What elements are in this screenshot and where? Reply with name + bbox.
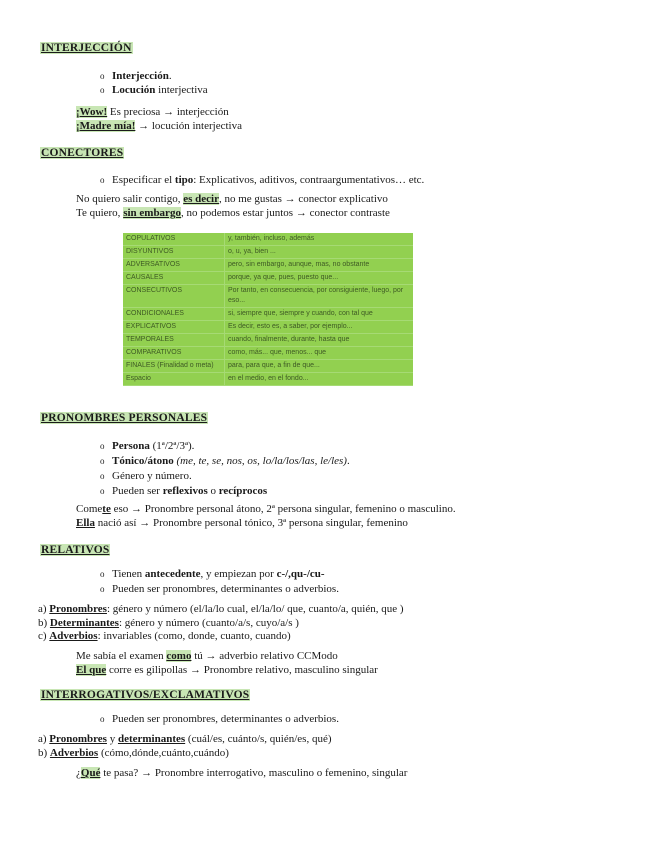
highlight: ¡Wow! <box>76 106 108 118</box>
list-item <box>38 617 299 630</box>
list-item <box>100 174 424 187</box>
bullet-icon: o <box>100 471 105 481</box>
table-row <box>123 246 413 259</box>
table-row <box>123 272 413 285</box>
text: : Explicativos, aditivos, contraargumentativos… etc. <box>193 174 425 186</box>
text: Te quiero, <box>76 207 124 219</box>
text: Género y número. <box>112 470 192 482</box>
table-cell: y, también, incluso, además <box>225 233 414 246</box>
section-title-pronombres: PRONOMBRES PERSONALES <box>41 412 208 424</box>
example-line <box>76 767 407 780</box>
underlined-term: Pronombres <box>49 603 107 615</box>
table-cell: EXPLICATIVOS <box>123 321 225 334</box>
text: te pasa? → Pronombre interrogativo, masculino o femenino, singular <box>100 767 408 779</box>
table-cell: pero, sin embargo, aunque, mas, no obstante <box>225 259 414 272</box>
table-cell: DISYUNTIVOS <box>123 246 225 259</box>
table-cell: COPULATIVOS <box>123 233 225 246</box>
bold-term: Locución <box>112 84 156 96</box>
table-row <box>123 360 413 373</box>
table-cell: CONSECUTIVOS <box>123 285 225 308</box>
table-cell: como, más... que, menos... que <box>225 347 414 360</box>
text: (cuál/es, cuánto/s, quién/es, qué) <box>185 733 332 745</box>
bold-term: tipo <box>174 174 194 186</box>
bullet-icon: o <box>100 71 105 81</box>
table-cell: TEMPORALES <box>123 334 225 347</box>
text: c) <box>38 630 50 642</box>
highlight: ¡Madre mía! <box>76 120 136 132</box>
example-line <box>76 120 242 133</box>
text: (cómo,dónde,cuánto,cuándo) <box>98 747 229 759</box>
text: Tienen <box>112 568 145 580</box>
table-cell: cuando, finalmente, durante, hasta que <box>225 334 414 347</box>
text: Pueden ser <box>112 485 163 497</box>
highlight: El que <box>76 664 107 676</box>
list-item <box>38 603 404 616</box>
table-cell: porque, ya que, pues, puesto que... <box>225 272 414 285</box>
table-cell: ADVERSATIVOS <box>123 259 225 272</box>
example-line <box>76 106 229 119</box>
table-row <box>123 373 413 386</box>
bullet-icon: o <box>100 441 105 451</box>
list-item <box>100 70 172 83</box>
bold-term: reflexivos <box>162 485 208 497</box>
underlined-term: Adverbios <box>49 747 99 759</box>
text: b) <box>38 747 50 759</box>
underlined-term: determinantes <box>117 733 186 745</box>
text: . <box>346 455 350 467</box>
bold-term: recíprocos <box>218 485 268 497</box>
example-line <box>76 207 390 220</box>
bold-term: Interjección <box>112 70 169 82</box>
bold-term: Persona <box>112 440 150 452</box>
highlight: Qué <box>80 767 101 779</box>
underlined-term: Pronombres <box>49 733 107 745</box>
text: y <box>106 733 118 745</box>
section-title-conectores: CONECTORES <box>41 147 124 159</box>
text: , no podemos estar juntos → conector contraste <box>180 207 390 219</box>
bullet-icon: o <box>100 714 105 724</box>
underlined-term: Adverbios <box>49 630 98 642</box>
text: . <box>168 70 172 82</box>
bullet-icon: o <box>100 85 105 95</box>
table-row <box>123 308 413 321</box>
list-item <box>38 747 229 760</box>
text: , y empiezan por <box>200 568 277 580</box>
text: nació así → Pronombre personal tónico, 3ª persona singular, femenino <box>94 517 408 529</box>
text: Pueden ser pronombres, determinantes o adverbios. <box>112 583 339 595</box>
table-row <box>123 259 413 272</box>
table-cell: si, siempre que, siempre y cuando, con tal que <box>225 308 414 321</box>
text: No quiero salir contigo, <box>76 193 184 205</box>
text: Es preciosa → interjección <box>107 106 229 118</box>
highlight: es decir <box>183 193 219 205</box>
text: (1ª/2ª/3ª). <box>149 440 195 452</box>
italic-text: (me, te, se, nos, os, lo/la/los/las, le/les) <box>173 455 347 467</box>
bullet-icon: o <box>100 456 105 466</box>
text: eso → Pronombre personal átono, 2ª persona singular, femenino o masculino. <box>110 503 456 515</box>
example-line <box>76 193 388 206</box>
text: interjectiva <box>155 84 208 96</box>
table-cell: o, u, ya, bien ... <box>225 246 414 259</box>
highlight: sin embargo <box>123 207 181 219</box>
text: : género y número (el/la/lo cual, el/la/lo/ que, cuanto/a, quién, que ) <box>106 603 404 615</box>
table-cell: para, para que, a fin de que... <box>225 360 414 373</box>
table-cell: COMPARATIVOS <box>123 347 225 360</box>
bold-term: Tónico/átono <box>112 455 174 467</box>
example-line <box>76 517 408 530</box>
table-cell: CAUSALES <box>123 272 225 285</box>
list-item <box>100 84 208 97</box>
table-row <box>123 285 413 308</box>
table-cell: en el medio, en el fondo... <box>225 373 414 386</box>
table-cell: Es decir, esto es, a saber, por ejemplo... <box>225 321 414 334</box>
table-cell: Por tanto, en consecuencia, por consiguiente, luego, por eso... <box>225 285 414 308</box>
table-cell: CONDICIONALES <box>123 308 225 321</box>
list-item <box>100 583 339 596</box>
bullet-icon: o <box>100 175 105 185</box>
text: , no me gustas → conector explicativo <box>218 193 388 205</box>
bold-term: antecedente <box>144 568 201 580</box>
text: tú → adverbio relativo CCModo <box>191 650 338 662</box>
text: Me sabía el examen <box>76 650 167 662</box>
text: a) <box>38 733 50 745</box>
text: a) <box>38 603 50 615</box>
bullet-icon: o <box>100 569 105 579</box>
example-line <box>76 664 378 677</box>
text: b) <box>38 617 50 629</box>
text: Especificar el <box>112 174 175 186</box>
list-item <box>100 470 192 483</box>
text: → locución interjectiva <box>135 120 242 132</box>
text: Come <box>76 503 103 515</box>
text: o <box>207 485 219 497</box>
list-item <box>100 455 350 468</box>
text: Pueden ser pronombres, determinantes o adverbios. <box>112 713 339 725</box>
list-item <box>100 713 339 726</box>
table-row <box>123 347 413 360</box>
bullet-icon: o <box>100 584 105 594</box>
list-item <box>38 733 332 746</box>
bold-term: c-/,qu-/cu- <box>276 568 325 580</box>
list-item <box>100 485 267 498</box>
table-row <box>123 321 413 334</box>
section-title-interjeccion: INTERJECCIÓN <box>41 42 132 54</box>
example-line <box>76 650 338 663</box>
table-cell: FINALES (Finalidad o meta) <box>123 360 225 373</box>
list-item <box>38 630 291 643</box>
underlined-term: te <box>102 503 111 515</box>
text: : invariables (como, donde, cuanto, cuando) <box>97 630 291 642</box>
bullet-icon: o <box>100 486 105 496</box>
list-item <box>100 440 194 453</box>
underlined-term: Determinantes <box>49 617 119 629</box>
example-line <box>76 503 456 516</box>
connectors-table <box>123 233 413 386</box>
text: ¿ <box>76 767 81 779</box>
table-row <box>123 233 413 246</box>
list-item <box>100 568 325 581</box>
section-title-interrogativos: INTERROGATIVOS/EXCLAMATIVOS <box>41 689 250 701</box>
underlined-term: Ella <box>76 517 95 529</box>
table-cell: Espacio <box>123 373 225 386</box>
table-row <box>123 334 413 347</box>
text: corre es gilipollas → Pronombre relativo, masculino singular <box>106 664 378 676</box>
text: : género y número (cuanto/a/s, cuyo/a/s ) <box>118 617 299 629</box>
highlight: como <box>166 650 192 662</box>
section-title-relativos: RELATIVOS <box>41 544 110 556</box>
